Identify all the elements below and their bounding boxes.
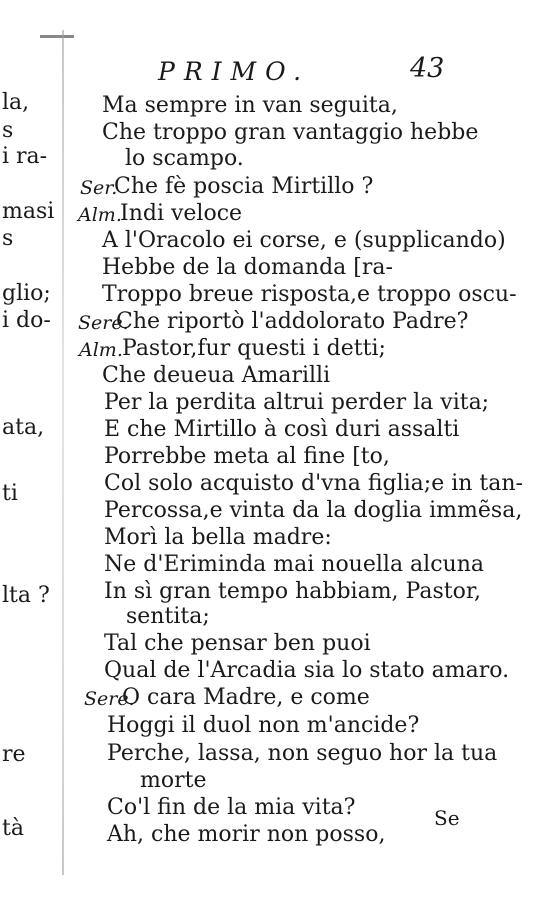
speaker-label: Alm.: [79, 339, 123, 361]
verse-line: sentita;: [126, 604, 210, 629]
verse-line: Porrebbe meta al fine [to,: [104, 444, 390, 469]
speaker-label: Ser.: [80, 177, 118, 199]
fragment-text: tà: [2, 816, 24, 841]
fragment-text: lta ?: [2, 583, 50, 608]
verse-line: morte: [140, 768, 207, 793]
verse-line: Pastor,fur questi i detti;: [122, 336, 386, 361]
verse-line: Che fè poscia Mirtillo ?: [114, 174, 374, 199]
fragment-text: s: [2, 118, 14, 143]
facing-page-fragment: [0, 0, 60, 900]
verse-line: In sì gran tempo habbiam, Pastor,: [104, 579, 481, 604]
verse-line: Percossa,e vinta da la doglia immẽsa,: [104, 498, 523, 523]
page-header: [158, 53, 458, 91]
verse-line: Qual de l'Arcadia sia lo stato amaro.: [104, 658, 510, 683]
verse-line: Per la perdita altrui perder la vita;: [104, 390, 490, 415]
fragment-text: i ra-: [2, 144, 48, 169]
verse-line: E che Mirtillo à così duri assalti: [104, 417, 460, 442]
page-number: 43: [410, 53, 445, 84]
speaker-label: Alm.: [78, 204, 122, 226]
page-gutter: [62, 30, 64, 875]
verse-line: Morì la bella madre:: [104, 525, 332, 550]
speaker-label: Sere.: [78, 312, 129, 334]
verse-line: Hoggi il duol non m'ancide?: [107, 713, 420, 738]
fragment-text: ti: [2, 481, 18, 506]
verse-line: A l'Oracolo ei corse, e (supplicando): [102, 228, 506, 253]
gutter-mark: [40, 35, 74, 38]
verse-line: O cara Madre, e come: [122, 685, 370, 710]
verse-line: Ah, che morir non posso,: [107, 822, 386, 847]
fragment-text: s: [2, 226, 14, 251]
verse-line: Troppo breue risposta,e troppo oscu-: [102, 282, 517, 307]
verse-line: Ma sempre in van seguita,: [102, 93, 398, 118]
catchword: Se: [434, 806, 460, 830]
verse-line: Ne d'Eriminda mai nouella alcuna: [104, 552, 484, 577]
verse-line: Indi veloce: [120, 201, 243, 226]
verse-line: Perche, lassa, non seguo hor la tua: [107, 741, 498, 766]
fragment-text: i do-: [2, 308, 51, 333]
speaker-label: Sere.: [84, 688, 135, 710]
fragment-text: glio;: [2, 281, 51, 306]
verse-line: Tal che pensar ben puoi: [104, 631, 371, 656]
verse-line: Che deueua Amarilli: [102, 363, 331, 388]
verse-line: Che troppo gran vantaggio hebbe: [102, 120, 479, 145]
verse-line: Col solo acquisto d'vna figlia;e in tan-: [104, 471, 523, 496]
fragment-text: masi: [2, 199, 55, 224]
verse-line: Che riportò l'addolorato Padre?: [116, 309, 469, 334]
fragment-text: ata,: [2, 415, 45, 440]
verse-line: lo scampo.: [125, 146, 244, 171]
verse-line: Hebbe de la domanda [ra-: [102, 255, 393, 280]
running-head: PRIMO.: [158, 57, 311, 86]
fragment-text: re: [2, 742, 26, 767]
verse-line: Co'l fin de la mia vita?: [107, 795, 356, 820]
fragment-text: la,: [2, 90, 30, 115]
